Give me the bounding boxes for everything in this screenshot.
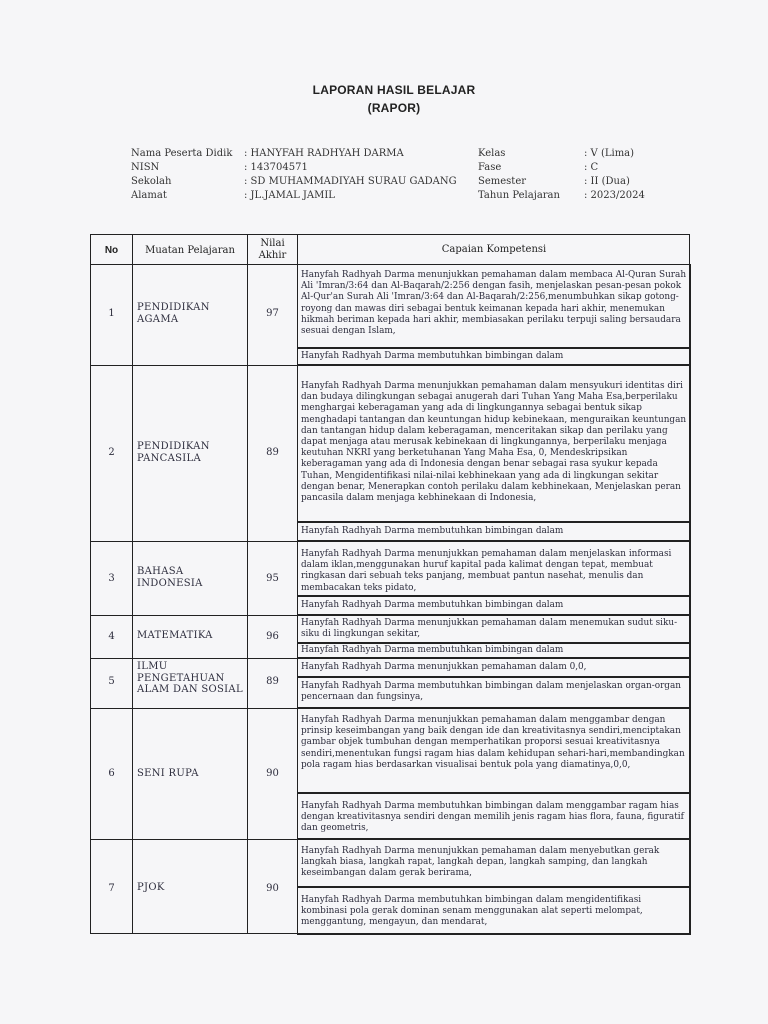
row-no: 2	[108, 447, 115, 458]
achievement-text: Hanyfah Radhyah Darma menunjukkan pemahaman dalam mensyukuri identitas diri dan budaya dilingkungan sebagai anugerah dari Tuhan Yang Maha Esa,berperilaku menghargai keberagaman yang ada di lingkungannya sebagai bentuk sikap menghadapi tantangan dan keuntungan hidup kebinekaan, menguraikan keuntungan dan tantangan hidup dalam keberagaman, menceritakan sikap dan perilaku yang dapat menjaga atau merusak kebinekaan di lingkungannya, berperilaku menjaga keutuhan NKRI yang berketuhanan Yang Maha Esa, 0, Mendeskripsikan keberagaman yang ada di Indonesia dengan benar sebagai rasa syukur kepada Tuhan, Mengidentifikasi nilai-nilai kebhinekaan yang ada di lingkungan sekitar dengan benar, Menerapkan contoh perilaku dalam kebhinekaan, Menjelaskan peran pancasila dalam menjaga kebhinekaan di Indonesia,	[301, 381, 687, 504]
row-subject: PENDIDIKAN AGAMA	[137, 302, 210, 325]
phase-value: : C	[584, 162, 599, 173]
row-no: 5	[108, 676, 115, 687]
row-subject: PJOK	[137, 882, 165, 893]
row-no: 6	[108, 768, 115, 779]
row-subject: PENDIDIKAN PANCASILA	[137, 441, 210, 464]
row-subject: MATEMATIKA	[137, 630, 213, 641]
row-score: 89	[266, 447, 279, 458]
semester-value: : II (Dua)	[584, 176, 630, 187]
achievement-text: Hanyfah Radhyah Darma menunjukkan pemahaman dalam menjelaskan informasi dalam iklan,menggunakan huruf kapital pada kalimat dengan tepat, membuat ringkasan dari sebuah teks panjang, membuat pantun nasehat, menulis dan membacakan teks pidato,	[301, 549, 672, 593]
school-label: Sekolah	[131, 176, 172, 187]
nisn-label: NISN	[131, 162, 160, 173]
class-label: Kelas	[478, 148, 506, 159]
name-label: Nama Peserta Didik	[131, 148, 233, 159]
class-value: : V (Lima)	[584, 148, 635, 159]
row-score: 90	[266, 883, 279, 894]
name-value: : HANYFAH RADHYAH DARMA	[244, 148, 404, 159]
row-no: 3	[108, 573, 115, 584]
achievement-text: Hanyfah Radhyah Darma menunjukkan pemahaman dalam 0,0,	[301, 662, 587, 672]
row-score: 96	[266, 631, 279, 642]
year-value: : 2023/2024	[584, 190, 645, 201]
guidance-text: Hanyfah Radhyah Darma membutuhkan bimbingan dalam menggambar ragam hias dengan kreativitasnya sendiri dengan memilih jenis ragam hias flora, fauna, figuratif dan geometris,	[301, 801, 684, 834]
nisn-value: : 143704571	[244, 162, 308, 173]
semester-label: Semester	[478, 176, 527, 187]
address-label: Alamat	[131, 190, 167, 201]
guidance-text: Hanyfah Radhyah Darma membutuhkan bimbingan dalam	[301, 351, 564, 361]
row-subject: BAHASA INDONESIA	[137, 566, 203, 589]
guidance-text: Hanyfah Radhyah Darma membutuhkan bimbingan dalam	[301, 526, 564, 536]
row-score: 89	[266, 676, 279, 687]
row-no: 1	[108, 308, 115, 319]
year-label: Tahun Pelajaran	[478, 190, 560, 201]
guidance-text: Hanyfah Radhyah Darma membutuhkan bimbingan dalam mengidentifikasi kombinasi pola gerak dominan senam menggunakan alat seperti melompat, menggantung, mengayun, dan mendarat,	[301, 895, 643, 928]
row-subject: ILMU PENGETAHUAN ALAM DAN SOSIAL	[137, 661, 243, 695]
header-competency: Capaian Kompetensi	[441, 244, 547, 255]
guidance-text: Hanyfah Radhyah Darma membutuhkan bimbingan dalam menjelaskan organ-organ pencernaan dan fungsinya,	[301, 681, 681, 703]
guidance-text: Hanyfah Radhyah Darma membutuhkan bimbingan dalam	[301, 600, 564, 610]
address-value: : JL.JAMAL JAMIL	[244, 190, 335, 201]
report-subtitle: (RAPOR)	[367, 101, 421, 115]
column-divider	[247, 235, 248, 933]
row-no: 4	[108, 631, 115, 642]
row-score: 95	[266, 573, 279, 584]
achievement-text: Hanyfah Radhyah Darma menunjukkan pemahaman dalam menemukan sudut siku-siku di lingkungan sekitar,	[301, 618, 678, 640]
row-score: 97	[266, 308, 279, 319]
header-no: No	[104, 245, 119, 256]
row-score: 90	[266, 768, 279, 779]
column-divider	[132, 235, 133, 933]
guidance-text: Hanyfah Radhyah Darma membutuhkan bimbingan dalam	[301, 645, 564, 655]
achievement-text: Hanyfah Radhyah Darma menunjukkan pemahaman dalam menyebutkan gerak langkah biasa, langkah rapat, langkah depan, langkah samping, dan langkah keseimbangan dalam gerak berirama,	[301, 846, 660, 879]
grades-table	[90, 234, 690, 934]
school-value: : SD MUHAMMADIYAH SURAU GADANG	[244, 176, 457, 187]
achievement-text: Hanyfah Radhyah Darma menunjukkan pemahaman dalam membaca Al-Quran Surah Ali 'Imran/3:64 dan Al-Baqarah/2:256 dengan fasih, menjelaskan pesan-pesan pokok Al-Qur'an Surah Ali 'Imran/3:64 dan Al-Baqarah/2:256,menumbuhkan sikap gotong-royong dan mawas diri sebagai bentuk keimanan kepada hari akhir, menemukan hikmah beriman kepada hari akhir, membiasakan perilaku terpuji saling bersaudara sesuai dengan Islam,	[301, 270, 687, 337]
report-title: LAPORAN HASIL BELAJAR	[312, 83, 476, 97]
header-subject: Muatan Pelajaran	[145, 245, 235, 256]
phase-label: Fase	[478, 162, 502, 173]
row-no: 7	[108, 883, 115, 894]
header-score: Nilai Akhir	[258, 238, 287, 261]
achievement-text: Hanyfah Radhyah Darma menunjukkan pemahaman dalam menggambar dengan prinsip keseimbangan yang baik dengan ide dan kreativitasnya sendiri,menciptakan gambar objek tumbuhan dengan memperhatikan proporsi sesuai kreativitasnya sendiri,menentukan fungsi ragam hias dalam kehidupan sehari-hari,membandingkan pola ragam hias berdasarkan visualisai bentuk pola yang diamatinya,0,0,	[301, 715, 685, 770]
row-subject: SENI RUPA	[137, 768, 199, 779]
